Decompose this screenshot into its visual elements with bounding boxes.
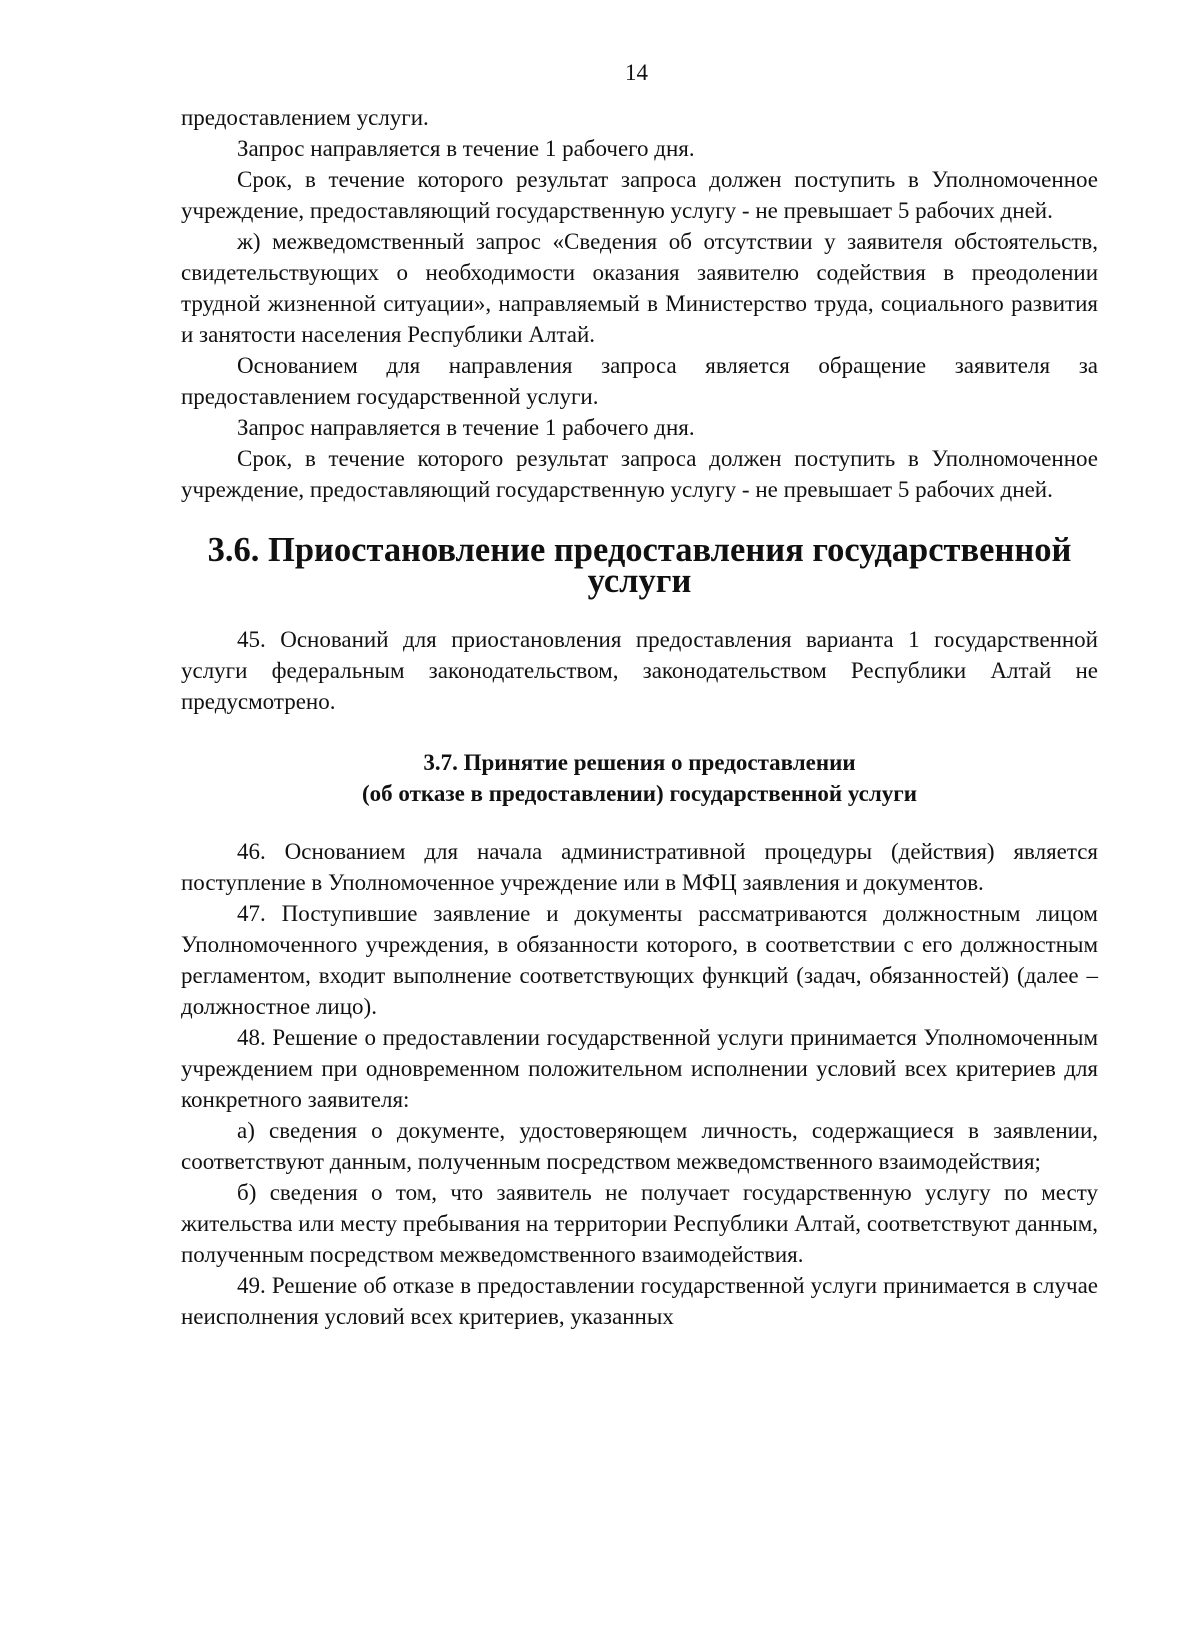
paragraph-continuation: предоставлением услуги.: [181, 105, 429, 130]
section-heading-3-6: 3.6. Приостановление предоставления государственной услуги: [207, 531, 1072, 600]
paragraph-48: 48. Решение о предоставлении государственной услуги принимается Уполномоченным учреждением при одновременном положительном исполнении условий всех критериев для конкретного заявителя:: [181, 1025, 1098, 1112]
paragraph-49: 49. Решение об отказе в предоставлении государственной услуги принимается в случае неисполнения условий всех критериев, указанных: [181, 1273, 1098, 1329]
paragraph-interagency-request: ж) межведомственный запрос «Сведения об отсутствии у заявителя обстоятельств, свидетельствующих о необходимости оказания заявителю содействия в преодолении трудной жизненной ситуации», направляемый в Министерство труда, социального развития и занятости населения Республики Алтай.: [181, 229, 1098, 347]
paragraph-48-item-a: а) сведения о документе, удостоверяющем личность, содержащиеся в заявлении, соответствуют данным, полученным посредством межведомственного взаимодействия;: [181, 1118, 1098, 1174]
paragraph-47: 47. Поступившие заявление и документы рассматриваются должностным лицом Уполномоченного учреждения, в обязанности которого, в соответствии с его должностным регламентом, входит выполнение соответствующих функций (задач, обязанностей) (далее – должностное лицо).: [181, 901, 1098, 1019]
page-number: 14: [625, 60, 648, 85]
section-heading-3-7: [181, 747, 1098, 809]
paragraph-request-basis: Основанием для направления запроса является обращение заявителя за предоставлением государственной услуги.: [181, 353, 1098, 409]
paragraph-48-item-b: б) сведения о том, что заявитель не получает государственную услугу по месту жительства или месту пребывания на территории Республики Алтай, соответствуют данным, полученным посредством межведомственного взаимодействия.: [181, 1180, 1098, 1267]
document-body: [181, 102, 1098, 1332]
paragraph-45: 45. Оснований для приостановления предоставления варианта 1 государственной услуги федеральным законодательством, законодательством Республики Алтай не предусмотрено.: [181, 627, 1098, 714]
paragraph-46: 46. Основанием для начала административной процедуры (действия) является поступление в Уполномоченное учреждение или в МФЦ заявления и документов.: [181, 839, 1098, 895]
section-heading-3-7-line-2: (об отказе в предоставлении) государственной услуги: [362, 781, 917, 806]
section-heading-3-7-line-1: 3.7. Принятие решения о предоставлении: [423, 750, 856, 775]
paragraph-response-deadline-2: Срок, в течение которого результат запроса должен поступить в Уполномоченное учреждение, предоставляющий государственную услугу - не превышает 5 рабочих дней.: [181, 446, 1098, 502]
paragraph-request-timing-2: Запрос направляется в течение 1 рабочего дня.: [237, 415, 695, 440]
paragraph-request-timing: Запрос направляется в течение 1 рабочего дня.: [237, 136, 695, 161]
paragraph-response-deadline: Срок, в течение которого результат запроса должен поступить в Уполномоченное учреждение, предоставляющий государственную услугу - не превышает 5 рабочих дней.: [181, 167, 1098, 223]
